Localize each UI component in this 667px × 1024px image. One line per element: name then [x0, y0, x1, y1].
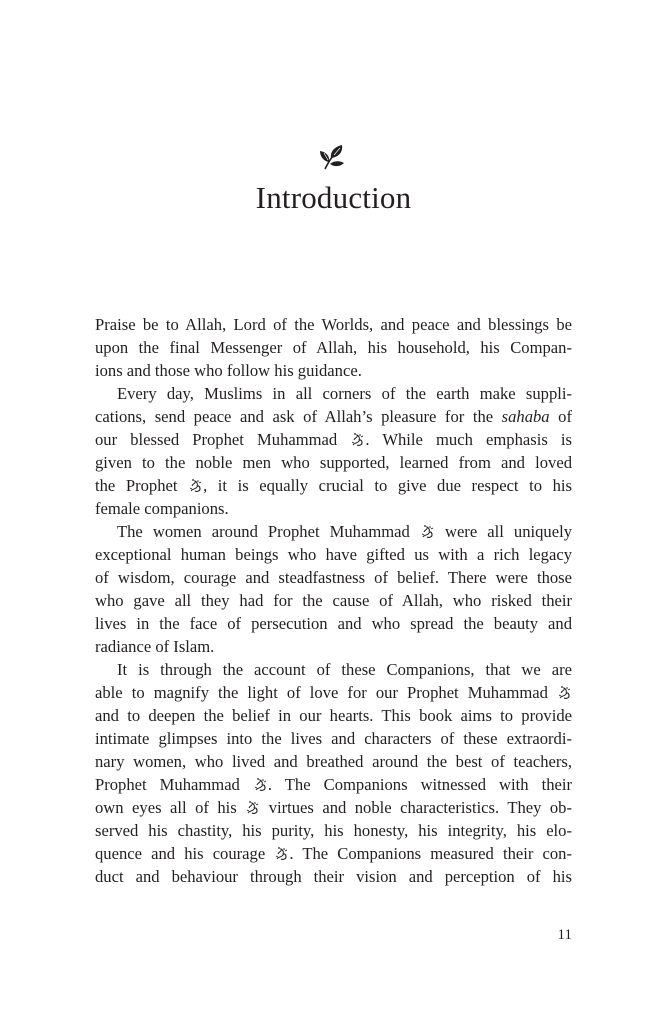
text-line: Every day, Muslims in all corners of the earth make suppli- — [117, 384, 572, 403]
salawat-honorific-icon — [275, 846, 288, 861]
salawat-honorific-icon — [351, 432, 364, 447]
text-line: our blessed Prophet Muhammad . While much emphasis is — [95, 430, 572, 449]
chapter-title: Introduction — [255, 180, 412, 215]
body-text — [95, 313, 572, 888]
text-line: duct and behaviour through their vision and perception of his — [95, 867, 572, 886]
text-line: upon the final Messenger of Allah, his household, his Compan- — [95, 338, 572, 357]
salawat-honorific-icon — [189, 478, 202, 493]
text-line: nary women, who lived and breathed around the best of teachers, — [95, 752, 572, 771]
text-line: served his chastity, his purity, his honesty, his integrity, his elo- — [95, 821, 572, 840]
text-line: female companions. — [95, 499, 229, 518]
text-line: radiance of Islam. — [95, 637, 215, 656]
salawat-honorific-icon — [558, 685, 571, 700]
text-line: quence and his courage . The Companions measured their con- — [95, 844, 572, 863]
text-line: of wisdom, courage and steadfastness of belief. There were those — [95, 568, 572, 587]
text-line: ions and those who follow his guidance. — [95, 361, 362, 380]
text-line: able to magnify the light of love for our Prophet Muhammad — [95, 681, 572, 704]
text-line: own eyes all of his virtues and noble characteristics. They ob- — [95, 798, 573, 817]
text-line: the Prophet , it is equally crucial to give due respect to his — [95, 476, 572, 495]
text-line: intimate glimpses into the lives and characters of these extraordi- — [95, 729, 572, 748]
text-line: lives in the face of persecution and who spread the beauty and — [95, 614, 572, 633]
text-line: who gave all they had for the cause of Allah, who risked their — [95, 591, 572, 610]
text-line: given to the noble men who supported, learned from and loved — [95, 453, 572, 472]
text-line: The women around Prophet Muhammad were all uniquely — [117, 522, 572, 541]
salawat-honorific-icon — [421, 524, 434, 539]
text-line: It is through the account of these Companions, that we are — [117, 660, 572, 679]
text-line: and to deepen the belief in our hearts. This book aims to provide — [95, 706, 572, 725]
salawat-honorific-icon — [254, 777, 267, 792]
text-line: cations, send peace and ask of Allah’s pleasure for the sahaba of — [95, 407, 572, 426]
page-number: 11 — [557, 927, 572, 943]
salawat-honorific-icon — [246, 800, 259, 815]
text-line: Prophet Muhammad . The Companions witnessed with their — [95, 775, 573, 794]
text-line: exceptional human beings who have gifted us with a rich legacy — [95, 545, 572, 564]
text-line: Praise be to Allah, Lord of the Worlds, and peace and blessings be — [95, 315, 572, 334]
italic-term: sahaba — [501, 407, 550, 426]
leaf-ornament-icon — [318, 143, 348, 171]
